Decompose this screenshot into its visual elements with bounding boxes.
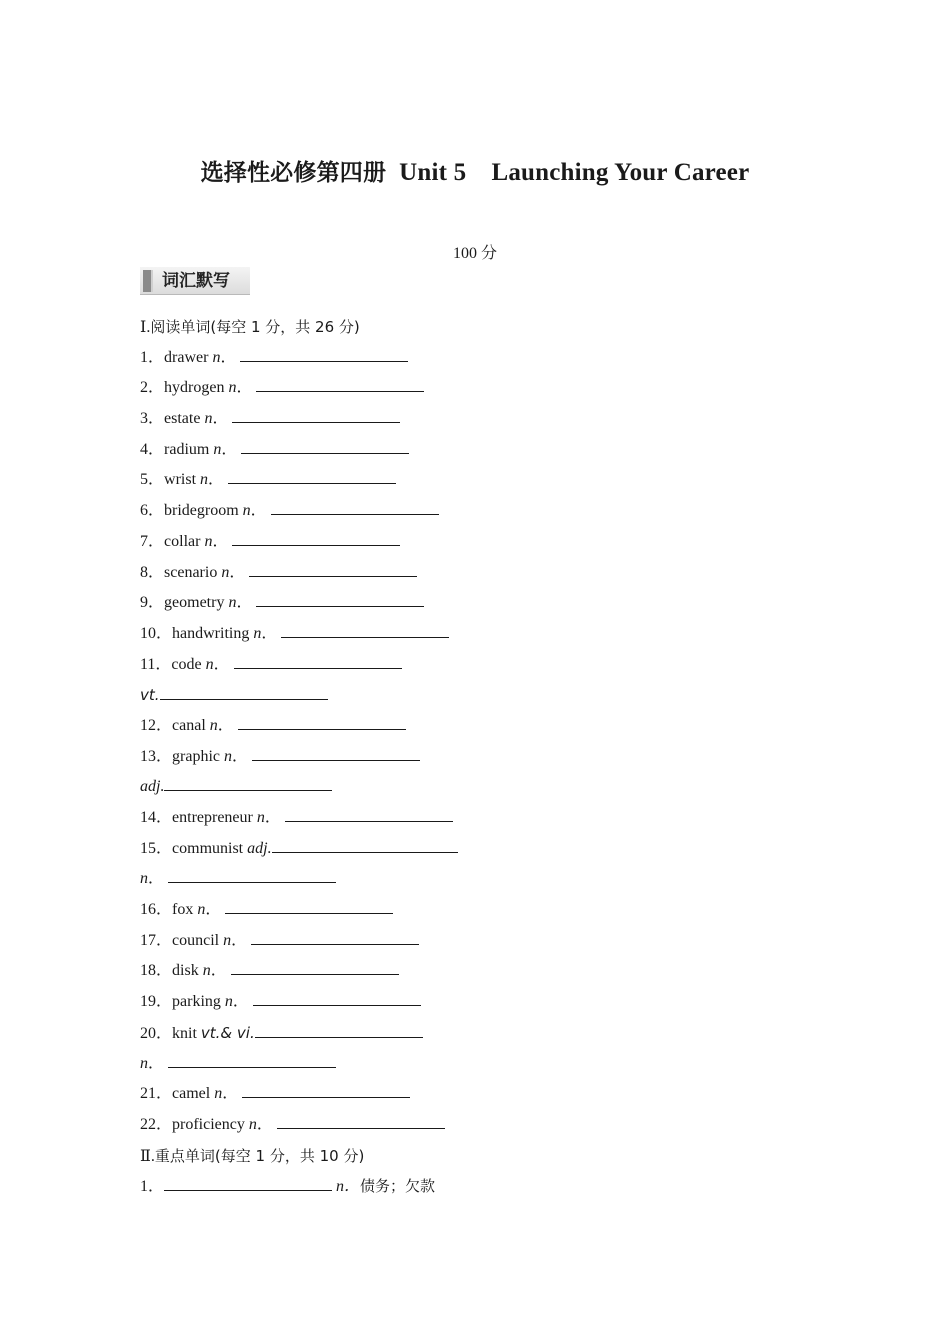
item-pos: n <box>224 993 233 1011</box>
item-pos: n <box>221 563 230 581</box>
item-num: 20． <box>140 1024 173 1042</box>
list-item: 1．drawer n． <box>140 343 840 374</box>
list-item: 7．collar n． <box>140 527 840 558</box>
item-num: 15． <box>140 839 173 857</box>
list-item: 16．fox n． <box>140 895 840 926</box>
answer-blank[interactable] <box>251 943 419 945</box>
answer-blank[interactable] <box>253 1004 421 1006</box>
item-word: knit <box>172 1024 197 1042</box>
list-item: 8．scenario n． <box>140 558 840 589</box>
answer-blank[interactable] <box>249 575 417 577</box>
list-item: 14．entrepreneur n． <box>140 803 840 834</box>
item-num: 2． <box>140 379 165 397</box>
answer-blank[interactable] <box>241 452 409 454</box>
item-num: 9． <box>140 594 165 612</box>
answer-blank[interactable] <box>232 544 400 546</box>
answer-blank[interactable] <box>281 636 449 638</box>
item-pos: n <box>140 870 148 888</box>
answer-blank[interactable] <box>164 789 332 791</box>
list-item-continuation: n． <box>140 864 840 895</box>
answer-blank[interactable] <box>225 912 393 914</box>
item-pos: n <box>209 716 218 734</box>
item-num: 6． <box>140 502 165 520</box>
part1-heading <box>140 312 840 343</box>
item-word: radium <box>164 440 210 458</box>
item-pos: n <box>256 809 265 826</box>
item-pos: adj. <box>247 839 272 857</box>
item-heading-rule: (每空 1 分，共 10 分) <box>214 1146 365 1165</box>
list-item-continuation: n． <box>140 1049 840 1080</box>
item-num: 5． <box>140 471 165 489</box>
answer-blank[interactable] <box>252 759 420 761</box>
item-word: drawer <box>164 348 209 366</box>
item-pos: n <box>212 348 221 366</box>
item-word: communist <box>172 839 244 857</box>
item-heading-cn: 重点单词 <box>154 1146 215 1165</box>
item-pos: n <box>205 655 214 673</box>
list-item: 21．camel n． <box>140 1079 840 1110</box>
part2-heading <box>140 1141 840 1172</box>
item-word: proficiency <box>172 1115 245 1133</box>
item-word: disk <box>172 962 199 980</box>
answer-blank[interactable] <box>256 605 424 607</box>
list-item-continuation <box>140 772 840 803</box>
answer-blank[interactable] <box>242 1096 410 1098</box>
item-pos: n <box>228 379 237 397</box>
list-item: 9．geometry n． <box>140 588 840 619</box>
answer-blank[interactable] <box>271 513 439 515</box>
item-word: geometry <box>164 594 225 612</box>
item-heading-cn: 阅读单词 <box>150 318 211 336</box>
list-item-continuation <box>140 680 840 711</box>
answer-blank[interactable] <box>228 482 396 484</box>
item-num: 19． <box>140 993 173 1011</box>
item-word: code <box>171 655 202 673</box>
item-pos: n <box>202 962 211 980</box>
total-score: 100 分 <box>452 245 497 262</box>
item-pos: n <box>200 471 209 489</box>
item-word: graphic <box>172 747 220 765</box>
item-word: parking <box>172 993 221 1011</box>
page-title <box>0 152 950 188</box>
item-num: 21． <box>140 1085 173 1103</box>
title-cn: 选择性必修第四册 <box>200 160 387 186</box>
item-pos: vt. <box>140 686 160 705</box>
list-item: 5．wrist n． <box>140 465 840 496</box>
item-pos: n． <box>336 1178 361 1196</box>
list-item: 22．proficiency n． <box>140 1110 840 1141</box>
exercise-lines <box>140 312 840 1202</box>
list-item: 17．council n． <box>140 926 840 957</box>
item-num: 7． <box>140 532 165 550</box>
item-word: hydrogen <box>164 379 225 397</box>
item-pos: n <box>204 532 213 550</box>
list-item: 19．parking n． <box>140 987 840 1018</box>
item-pos: n <box>204 410 213 428</box>
section-badge <box>140 267 250 295</box>
answer-blank[interactable] <box>231 973 399 975</box>
item-num: 17． <box>140 931 173 949</box>
item-meaning: 债务；欠款 <box>360 1177 436 1196</box>
item-pos: n <box>223 931 232 949</box>
list-item: 4．radium n． <box>140 435 840 466</box>
item-num: 13． <box>140 747 173 765</box>
item-num: 1． <box>140 1178 165 1196</box>
answer-blank[interactable] <box>240 360 408 362</box>
item-pos: n <box>253 624 262 642</box>
item-word: wrist <box>164 471 197 489</box>
item-pos: n <box>197 901 206 919</box>
list-item: 18．disk n． <box>140 956 840 987</box>
answer-blank[interactable] <box>160 698 328 700</box>
item-pos: n <box>248 1115 257 1133</box>
answer-blank[interactable] <box>232 421 400 423</box>
item-num: 8． <box>140 563 165 581</box>
item-num: 10． <box>140 624 173 642</box>
answer-blank[interactable] <box>238 728 406 730</box>
item-pos: n <box>224 747 232 765</box>
item-word: collar <box>164 532 201 550</box>
item-word: handwriting <box>172 624 250 642</box>
answer-blank[interactable] <box>234 667 402 669</box>
item-num: 22． <box>140 1115 173 1133</box>
badge-bar-icon <box>143 270 153 292</box>
item-num: 4． <box>140 440 165 458</box>
item-num: 1． <box>140 348 165 366</box>
item-num: 11． <box>140 655 172 673</box>
item-word: camel <box>172 1085 211 1103</box>
list-item: 10．handwriting n． <box>140 619 840 650</box>
item-pos: n <box>242 502 251 520</box>
item-pos: n <box>213 440 222 458</box>
list-item: 13．graphic n． <box>140 742 840 773</box>
item-word: fox <box>172 901 194 919</box>
answer-blank[interactable] <box>277 1127 445 1129</box>
item-pos: n <box>140 1054 148 1072</box>
section-badge-label: 词汇默写 <box>162 271 230 291</box>
item-heading-rule: (每空 1 分，共 26 分) <box>210 318 360 336</box>
item-word: entrepreneur <box>172 809 253 826</box>
item-word: estate <box>164 410 201 428</box>
answer-blank[interactable] <box>256 390 424 392</box>
list-item <box>140 1171 840 1202</box>
answer-blank[interactable] <box>168 881 336 883</box>
answer-blank[interactable] <box>285 820 453 822</box>
list-item: 12．canal n． <box>140 711 840 742</box>
list-item <box>140 834 840 865</box>
item-num: 16． <box>140 901 173 919</box>
item-word: bridegroom <box>164 502 239 520</box>
item-pos: vt.& vi. <box>200 1023 255 1042</box>
list-item: 3．estate n． <box>140 404 840 435</box>
answer-blank[interactable] <box>255 1036 423 1038</box>
list-item: 11．code n． <box>140 650 840 681</box>
title-en: Unit 5 Launching Your Career <box>399 159 750 186</box>
answer-blank[interactable] <box>272 851 458 853</box>
list-item: 6．bridegroom n． <box>140 496 840 527</box>
item-num: 3． <box>140 410 165 428</box>
list-item: 2．hydrogen n． <box>140 373 840 404</box>
item-word: canal <box>172 716 206 734</box>
item-pos: n <box>228 594 237 612</box>
item-num: 12． <box>140 716 173 734</box>
item-pos: n <box>214 1085 223 1103</box>
item-heading-roman: Ⅰ. <box>140 319 151 336</box>
item-heading-roman: Ⅱ. <box>140 1147 155 1165</box>
item-word: scenario <box>164 563 218 581</box>
item-pos: adj. <box>140 778 165 796</box>
item-num: 18． <box>140 962 173 980</box>
item-num: 14． <box>140 809 173 826</box>
list-item <box>140 1018 840 1049</box>
item-word: council <box>172 931 220 949</box>
answer-blank[interactable] <box>168 1066 336 1068</box>
answer-blank[interactable] <box>164 1189 332 1191</box>
